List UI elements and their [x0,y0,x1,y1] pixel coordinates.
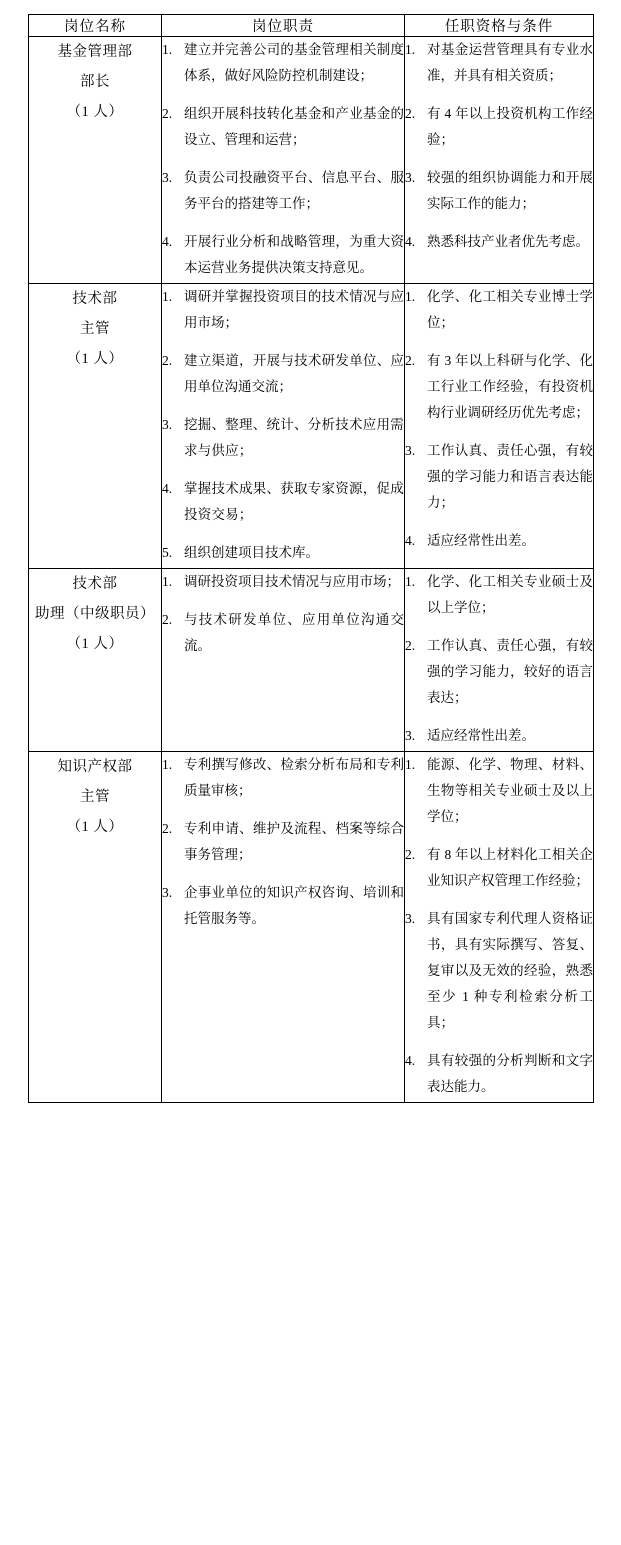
list-item-text: 与技术研发单位、应用单位沟通交流。 [184,612,404,653]
list-item [405,906,593,1036]
list-item-text: 较强的组织协调能力和开展实际工作的能力； [427,170,593,211]
qualifications-list [405,752,593,1100]
list-item-number: 3. [162,417,173,432]
list-item [162,569,404,595]
list-item-number: 2. [405,106,416,121]
position-name-cell [29,284,162,569]
list-item-text: 能源、化学、物理、材料、生物等相关专业硕士及以上学位； [427,757,593,824]
list-item-text: 挖掘、整理、统计、分析技术应用需求与供应； [184,417,404,458]
qualifications-list [405,569,593,749]
list-item [162,165,404,217]
list-item-text: 有 4 年以上投资机构工作经验； [427,106,593,147]
list-item-number: 2. [405,353,416,368]
qualifications-cell [405,569,594,752]
list-item-text: 建立并完善公司的基金管理相关制度体系，做好风险防控机制建设； [184,42,404,83]
position-name-line: 主管 [80,321,110,337]
column-header-duties: 岗位职责 [162,15,405,37]
list-item-number: 3. [405,728,416,743]
list-item-text: 化学、化工相关专业硕士及以上学位； [427,574,593,615]
list-item [162,540,404,566]
list-item-text: 企事业单位的知识产权咨询、培训和托管服务等。 [184,885,404,926]
list-item-text: 掌握技术成果、获取专家资源，促成投资交易； [184,481,404,522]
list-item-number: 2. [405,847,416,862]
list-item [162,607,404,659]
list-item-number: 1. [405,757,416,772]
list-item-number: 2. [162,821,173,836]
list-item-number: 1. [405,574,416,589]
list-item [162,752,404,804]
list-item-text: 适应经常性出差。 [427,728,535,743]
duties-list [162,569,404,659]
list-item-number: 1. [162,289,173,304]
qualifications-cell [405,284,594,569]
list-item-text: 调研并掌握投资项目的技术情况与应用市场； [184,289,404,330]
position-name-line: 部长 [80,74,110,90]
list-item [162,816,404,868]
position-headcount-line: （1 人） [66,636,124,652]
qualifications-list [405,37,593,255]
list-item [162,880,404,932]
list-item-number: 3. [405,911,416,926]
list-item-text: 对基金运营管理具有专业水准，并具有相关资质； [427,42,593,83]
list-item-text: 有 8 年以上材料化工相关企业知识产权管理工作经验； [427,847,593,888]
duties-list [162,284,404,566]
position-name-cell [29,752,162,1103]
column-header-position-name: 岗位名称 [29,15,162,37]
list-item-text: 建立渠道，开展与技术研发单位、应用单位沟通交流； [184,353,404,394]
duties-cell [162,569,405,752]
list-item [405,752,593,830]
list-item-text: 开展行业分析和战略管理，为重大资本运营业务提供决策支持意见。 [184,234,404,275]
list-item [405,1048,593,1100]
position-name-cell [29,37,162,284]
list-item-text: 适应经常性出差。 [427,533,535,548]
table-row [29,37,594,284]
duties-list [162,37,404,281]
list-item-number: 4. [405,533,416,548]
list-item [405,633,593,711]
list-item-text: 调研投资项目技术情况与应用市场； [184,574,400,589]
duties-list [162,752,404,932]
list-item [162,229,404,281]
list-item [405,284,593,336]
list-item-number: 1. [162,574,173,589]
list-item [405,438,593,516]
list-item [405,101,593,153]
list-item-text: 有 3 年以上科研与化学、化工行业工作经验，有投资机构行业调研经历优先考虑； [427,353,593,420]
list-item-number: 2. [162,612,173,627]
list-item-number: 3. [405,170,416,185]
table-header-row [29,15,594,37]
list-item [162,412,404,464]
qualifications-cell [405,37,594,284]
list-item [162,348,404,400]
list-item-number: 5. [162,545,173,560]
list-item-number: 3. [162,885,173,900]
list-item [162,101,404,153]
list-item-number: 2. [162,106,173,121]
position-name-line: 技术部 [72,291,118,307]
list-item-number: 3. [162,170,173,185]
list-item-number: 1. [162,757,173,772]
qualifications-cell [405,752,594,1103]
duties-cell [162,37,405,284]
list-item-number: 4. [162,234,173,249]
list-item-number: 1. [162,42,173,57]
job-postings-table [28,14,594,1103]
list-item-text: 工作认真、责任心强，有较强的学习能力和语言表达能力； [427,443,593,510]
duties-cell [162,284,405,569]
list-item-number: 4. [405,234,416,249]
list-item [162,37,404,89]
list-item [405,569,593,621]
position-name-line: 技术部 [72,576,118,592]
position-name-line: 助理（中级职员） [35,606,155,622]
list-item-number: 3. [405,443,416,458]
position-headcount-line: （1 人） [66,104,124,120]
position-headcount-line: （1 人） [66,351,124,367]
list-item-number: 2. [162,353,173,368]
list-item-text: 负责公司投融资平台、信息平台、服务平台的搭建等工作； [184,170,404,211]
list-item-text: 组织创建项目技术库。 [184,545,319,560]
position-headcount-line: （1 人） [66,819,124,835]
list-item [405,723,593,749]
list-item-text: 工作认真、责任心强，有较强的学习能力，较好的语言表达； [427,638,593,705]
list-item [405,348,593,426]
list-item [405,229,593,255]
list-item-text: 熟悉科技产业者优先考虑。 [427,234,589,249]
list-item-text: 专利撰写修改、检索分析布局和专利质量审核； [184,757,404,798]
list-item-text: 具有国家专利代理人资格证书，具有实际撰写、答复、复审以及无效的经验，熟悉至少 1 种专利检索分析工具； [427,911,593,1030]
list-item [405,37,593,89]
list-item [405,842,593,894]
list-item-text: 专利申请、维护及流程、档案等综合事务管理； [184,821,404,862]
position-name-line: 主管 [80,789,110,805]
list-item-text: 组织开展科技转化基金和产业基金的设立、管理和运营； [184,106,404,147]
list-item-number: 1. [405,289,416,304]
table-header [29,15,594,37]
position-name-cell [29,569,162,752]
list-item [162,476,404,528]
table-row [29,284,594,569]
list-item [405,528,593,554]
column-header-qualifications: 任职资格与条件 [405,15,594,37]
list-item-text: 化学、化工相关专业博士学位； [427,289,593,330]
list-item-number: 4. [405,1053,416,1068]
duties-cell [162,752,405,1103]
list-item-text: 具有较强的分析判断和文字表达能力。 [427,1053,593,1094]
list-item [405,165,593,217]
position-name-line: 知识产权部 [57,759,133,775]
table-row [29,752,594,1103]
list-item-number: 4. [162,481,173,496]
qualifications-list [405,284,593,554]
position-name-line: 基金管理部 [57,44,133,60]
list-item [162,284,404,336]
table-row [29,569,594,752]
list-item-number: 2. [405,638,416,653]
table-body [29,37,594,1103]
list-item-number: 1. [405,42,416,57]
